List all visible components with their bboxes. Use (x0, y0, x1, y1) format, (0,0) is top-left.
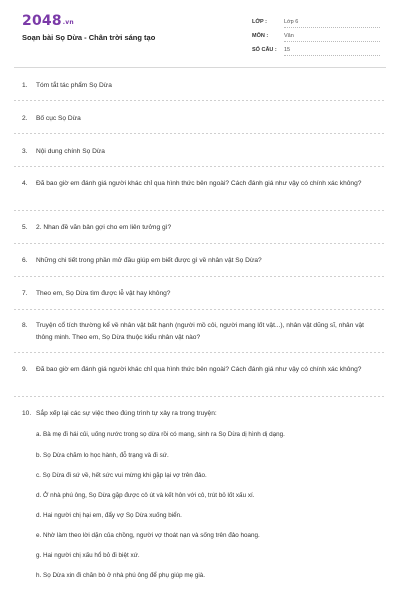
meta-row-grade (252, 15, 380, 29)
ordering-item: d. Ở nhà phú ông, Sọ Dừa gặp được cô út và kết hôn với cô, trút bỏ lốt xấu xí. (36, 492, 255, 499)
answer-divider (14, 133, 386, 134)
worksheet-header (0, 0, 400, 62)
question-number: 1. (22, 82, 28, 89)
question-item (22, 288, 382, 300)
question-number: 4. (22, 180, 28, 187)
answer-divider (14, 352, 386, 353)
ordering-item: h. Sọ Dừa xin đi chăn bò ở nhà phú ông để phụ giúp mẹ già. (36, 572, 206, 579)
question-number: 6. (22, 257, 28, 264)
meta-value-grade: Lớp 6 (284, 17, 380, 28)
question-text: Truyện cổ tích thường kể về nhân vật bất hạnh (người mồ côi, người mang lốt vật...), nhân vật dũng sĩ, nhân vật thông minh. Theo em, Sọ Dừa thuộc kiểu nhân vật nào? (36, 322, 364, 341)
question-number: 10. (22, 410, 32, 417)
question-number: 7. (22, 290, 28, 297)
question-text: Đã bao giờ em đánh giá người khác chỉ qua hình thức bên ngoài? Cách đánh giá như vậy có chính xác không? (36, 180, 362, 187)
question-text: Đã bao giờ em đánh giá người khác chỉ qua hình thức bên ngoài? Cách đánh giá như vậy có chính xác không? (36, 366, 362, 373)
question-number: 5. (22, 224, 28, 231)
question-text: Sắp xếp lại các sự việc theo đúng trình tự xảy ra trong truyện: (36, 410, 217, 417)
site-logo[interactable] (22, 13, 74, 29)
question-item (22, 178, 382, 190)
question-number: 3. (22, 148, 28, 155)
question-number: 2. (22, 115, 28, 122)
question-item (22, 255, 382, 267)
answer-divider (14, 100, 386, 101)
ordering-item: e. Nhờ làm theo lời dặn của chồng, người vợ thoát nạn và sống trên đảo hoang. (36, 532, 260, 539)
meta-row-subject (252, 29, 380, 43)
meta-label-subject: MÔN : (252, 33, 269, 39)
question-item (22, 320, 382, 344)
meta-value-subject: Văn (284, 31, 380, 42)
question-text: 2. Nhan đề văn bản gợi cho em liên tưởng gì? (36, 224, 172, 231)
logo-number: 2048 (22, 13, 62, 29)
question-number: 9. (22, 366, 28, 373)
meta-row-count (252, 43, 380, 57)
answer-divider (14, 166, 386, 167)
meta-info (252, 15, 380, 57)
answer-divider (14, 210, 386, 211)
answer-divider (14, 396, 386, 397)
meta-value-count: 15 (284, 45, 380, 56)
question-text: Nội dung chính Sọ Dừa (36, 148, 105, 155)
logo-suffix: .vn (62, 19, 74, 26)
question-item (22, 408, 382, 420)
meta-label-grade: LỚP : (252, 19, 267, 25)
question-text: Bố cục Sọ Dừa (36, 115, 81, 122)
question-text: Những chi tiết trong phần mở đầu giúp em biết được gì về nhân vật Sọ Dừa? (36, 257, 262, 264)
ordering-item: c. Sọ Dừa đi sứ về, hết sức vui mừng khi gặp lại vợ trên đảo. (36, 472, 207, 479)
answer-divider (14, 243, 386, 244)
ordering-item: a. Bà mẹ đi hái củi, uống nước trong sọ dừa rồi có mang, sinh ra Sọ Dừa dị hình dị dạng. (36, 431, 285, 438)
document-title: Soạn bài Sọ Dừa - Chân trời sáng tạo (22, 33, 156, 42)
question-item (22, 113, 382, 125)
ordering-item: b. Sọ Dừa chăm lo học hành, đỗ trạng và đi sứ. (36, 452, 169, 459)
answer-divider (14, 276, 386, 277)
ordering-item: d. Hai người chị hại em, đẩy vợ Sọ Dừa xuống biển. (36, 512, 182, 519)
ordering-item: g. Hai người chị xấu hổ bỏ đi biệt xứ. (36, 552, 140, 559)
question-item (22, 146, 382, 158)
question-item (22, 364, 382, 376)
meta-label-count: SỐ CÂU : (252, 47, 277, 53)
header-divider (14, 67, 386, 68)
question-item (22, 222, 382, 234)
question-text: Tóm tắt tác phẩm Sọ Dừa (36, 82, 112, 89)
answer-divider (14, 309, 386, 310)
question-number: 8. (22, 322, 28, 329)
question-text: Theo em, Sọ Dừa tìm được lễ vật hay không? (36, 290, 171, 297)
question-item (22, 80, 382, 92)
